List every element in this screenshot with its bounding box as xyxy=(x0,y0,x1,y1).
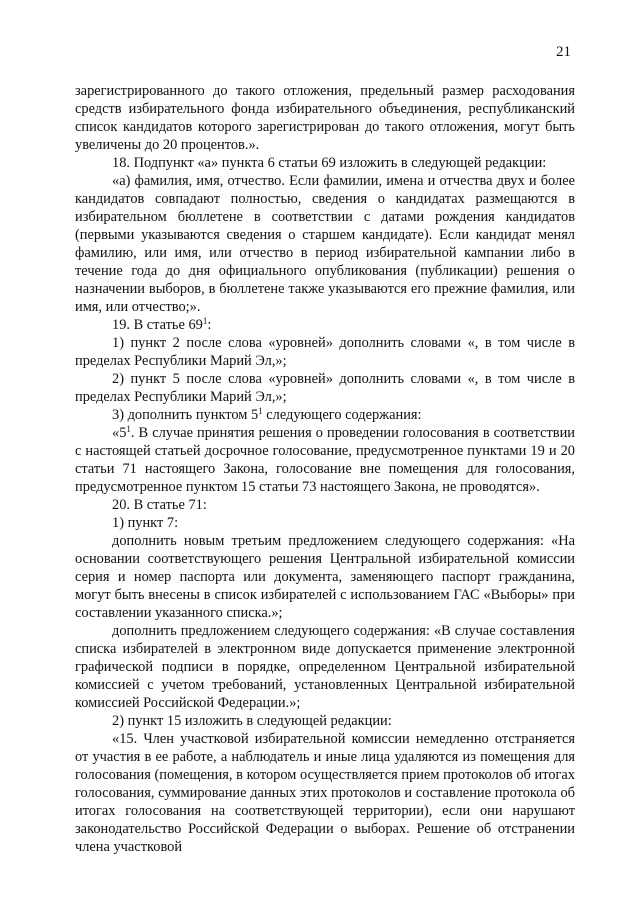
paragraph-sub-3-tail: следующего содержания: xyxy=(262,407,422,423)
superscript: 1 xyxy=(202,316,208,326)
paragraph-quote-a: «а) фамилия, имя, отчество. Если фамилии, имена и отчества двух и более кандидатов совпадают полностью, сведения о кандидатах размещаются в избирательном бюллетене в соответствии с датами рождения кандидатов (первыми указываются сведения о старшем кандидате). Если кандидат менял фамилию, или имя, или отчество в период избирательной кампании либо в течение года до дня официального опубликования (публикации) решения о назначении выборов, в бюллетене также указываются его прежние фамилия, или имя, или отчество;». xyxy=(75,173,575,315)
paragraph-sub-3 xyxy=(75,406,575,424)
paragraph-sub-2-point-15: 2) пункт 15 изложить в следующей редакции: xyxy=(112,713,392,729)
paragraph-item-20: 20. В статье 71: xyxy=(112,497,207,513)
paragraph-quote-5-1-text: «5 xyxy=(112,425,127,441)
paragraph-continuation: зарегистрированного до такого отложения, предельный размер расходования средств избирательного фонда избирательного объединения, республиканский список кандидатов которого зарегистрирован до такого отложения, могут быть увеличены до 20 процентов.». xyxy=(75,83,575,153)
paragraph-sub-1: 1) пункт 2 после слова «уровней» дополнить словами «, в том числе в пределах Республики Марий Эл,»; xyxy=(75,335,575,369)
paragraph-item-19 xyxy=(75,316,575,334)
document-body xyxy=(75,82,575,856)
paragraph-addition-sentence: дополнить предложением следующего содержания: «В случае составления списка избирателей в электронном виде допускается применение электронной графической подписи в порядке, определенном Центральной избирательной комиссией с учетом требований, установленных Центральной избирательной комиссией Российской Федерации.»; xyxy=(75,623,575,711)
superscript: 1 xyxy=(126,424,131,434)
paragraph-item-19-text: 19. В статье 69 xyxy=(112,317,203,333)
paragraph-addition-third-sentence: дополнить новым третьим предложением следующего содержания: «На основании соответствующего решения Центральной избирательной комиссии серия и номер паспорта или документа, заменяющего паспорт гражданина, могут быть внесены в список избирателей с использованием ГАС «Выборы» при составлении указанного списка.»; xyxy=(75,533,575,621)
superscript: 1 xyxy=(258,406,263,416)
paragraph-item-19-tail: : xyxy=(207,317,212,333)
paragraph-quote-5-1 xyxy=(75,424,575,496)
paragraph-sub-3-text: 3) дополнить пунктом 5 xyxy=(112,407,259,423)
paragraph-sub-2: 2) пункт 5 после слова «уровней» дополнить словами «, в том числе в пределах Республики Марий Эл,»; xyxy=(75,371,575,405)
paragraph-quote-15: «15. Член участковой избирательной комиссии немедленно отстраняется от участия в ее работе, а наблюдатель и иные лица удаляются из помещения для голосования (помещения, в котором осуществляется прием протоколов об итогах голосования, суммирование данных этих протоколов и составление протокола об итогах голосования на соответствующей территории), если они нарушают законодательство Российской Федерации о выборах. Решение об отстранении члена участковой xyxy=(75,731,575,855)
paragraph-quote-5-1-tail: . В случае принятия решения о проведении голосования в соответствии с настоящей статьей досрочное голосование, предусмотренное пунктами 19 и 20 статьи 71 настоящего Закона, голосование вне помещения для голосования, предусмотренное пунктом 15 статьи 73 настоящего Закона, не проводятся». xyxy=(75,425,575,495)
paragraph-sub-1-point-7: 1) пункт 7: xyxy=(112,515,179,531)
paragraph-item-18: 18. Подпункт «а» пункта 6 статьи 69 изложить в следующей редакции: xyxy=(112,155,547,171)
page-number: 21 xyxy=(556,44,571,60)
